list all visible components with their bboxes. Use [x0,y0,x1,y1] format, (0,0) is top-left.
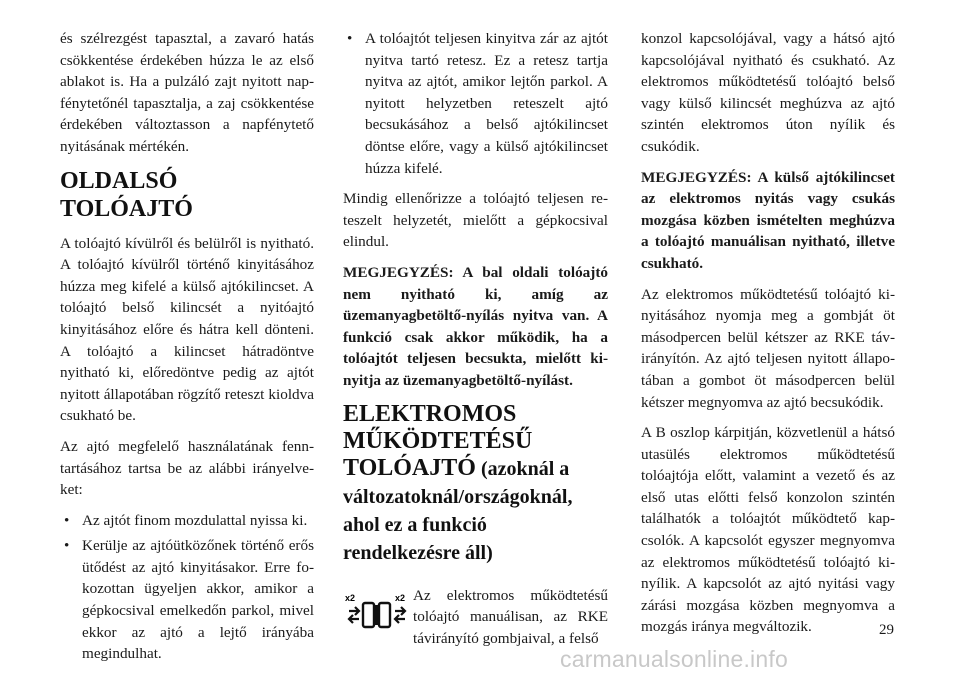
paragraph-b-pillar: A B oszlop kárpitján, közvetlenül a hátsó utasülés elektromos működtetésű tolóajtója előtt, valamint a vezető és az első utas előtti felső konzolon szintén találhatók a tolóajtót működtető kapcsolók. A kapcsolót egyszer megnyomva az elektromos működtetésű tolóajtó kinyílik. A kapcsolót az ajtó nyitási vagy zárási mozgása közben megnyomva a mozgás iránya megváltozik. [641,424,895,636]
page-number: 29 [879,622,894,638]
column-left [60,28,314,674]
paragraph-switches: konzol kapcsolójával, vagy a hátsó ajtó kapcsolójával nyitható és csukható. Az elektromos működtetésű tolóajtó belső vagy külső kilincsét meghúzva az ajtó szintén elektromos úton nyílik és csukódik. [641,30,895,155]
paragraph-rke: Az elektromos működtetésű tolóajtó manuálisan, az RKE távirányító gombjaival, a felső [413,586,608,647]
x2-label-right: x2 [395,592,406,603]
column-right [641,28,895,647]
paragraph-rke-operation: Az elektromos működtetésű tolóajtó kinyitásához nyomja meg a gombját öt másodpercen belül kétszer az RKE távirányítón. Az ajtó teljesen nyitott állapotában a gombot öt másodpercen belül kétszer megnyomva az ajtó becsukódik. [641,285,895,411]
list-item: • A tolóajtót teljesen kinyitva zár az ajtót nyitva tartó retesz. Ez a retesz tartja nyitva az ajtót, amikor lejtőn parkol. A nyitott helyzetben reteszelt ajtó becsukásához a belső ajtókilincset döntse előre, vagy a külső ajtókilincset húzza kifelé. [347,30,608,177]
icon-paragraph [343,585,608,650]
paragraph-intro: és szélrezgést tapasztal, a zavaró hatás csökkentése érdekében húzza le az első ablakot is. Ha a pulzáló zajt nyitott napfénytetőnél tapasztalja, a zaj csökkentése érdekében változtasson a napfénytető nyitásának mértékén. [60,30,314,155]
paragraph-guidelines: Az ajtó megfelelő használatának fenntartásához tartsa be az alábbi irányelveket: [60,437,314,499]
section-heading-power-sliding-door [343,401,608,567]
note-fuel-door: MEGJEGYZÉS: A bal oldali tolóajtó nem nyitható ki, amíg az üzemanyagbetöltő-nyílás nyitva van. A funkció csak akkor működik, ha a tolóajtót teljesen becsukta, mielőtt kinyitja az üzemanyagbetöltő-nyílást. [343,263,608,389]
paragraph-sliding-door: A tolóajtó kívülről és belülről is nyitható. A tolóajtó kívülről történő kinyitásához húzza meg kifelé a külső ajtókilincset. A tolóajtó belső kilincsét a nyitóajtó kinyitásához előre és hátra kell dönteni. A tolóajtó a kilincset hátradöntve nyitható ki, előredöntve pedig az ajtót nyitott állapotában rögzítő reteszt kioldva csukható be. [60,234,314,425]
list-item: • Az ajtót finom mozdulattal nyissa ki. [64,511,308,529]
bullet-list-guidelines [60,510,314,665]
bullet-list-continued [343,28,608,179]
section-heading-sliding-door: OLDALSÓ TOLÓAJTÓ [60,167,193,222]
watermark: carmanualsonline.info [560,646,788,672]
x2-label-left: x2 [345,592,356,603]
paragraph-check-latched: Mindig ellenőrizze a tolóajtó teljesen reteszelt helyzetét, mielőtt a gépkocsival elindul. [343,190,608,251]
heading-main: ELEKTROMOS MŰKÖDTETÉSŰ TOLÓAJTÓ [343,400,533,481]
note-outside-handle: MEGJEGYZÉS: A külső ajtókilincset az elektromos nyitás vagy csukás mozgása közben ismételten meghúzva a tolóajtó manuálisan nyitható, illetve csukható. [641,168,895,272]
heading-subtitle: (azoknál a változatoknál/országoknál, ahol ez a funkció rendelkezésre áll) [343,457,573,564]
list-item: • Kerülje az ajtóütközőnek történő erős ütődést az ajtó kinyitásakor. Erre fokozottan ügyeljen akkor, amikor a gépkocsival emelkedőn parkol, mivel ekkor az ajtó a lejtő irányába megindulhat. [64,537,314,663]
rke-sliding-door-icon [343,591,413,631]
column-middle [343,28,608,649]
